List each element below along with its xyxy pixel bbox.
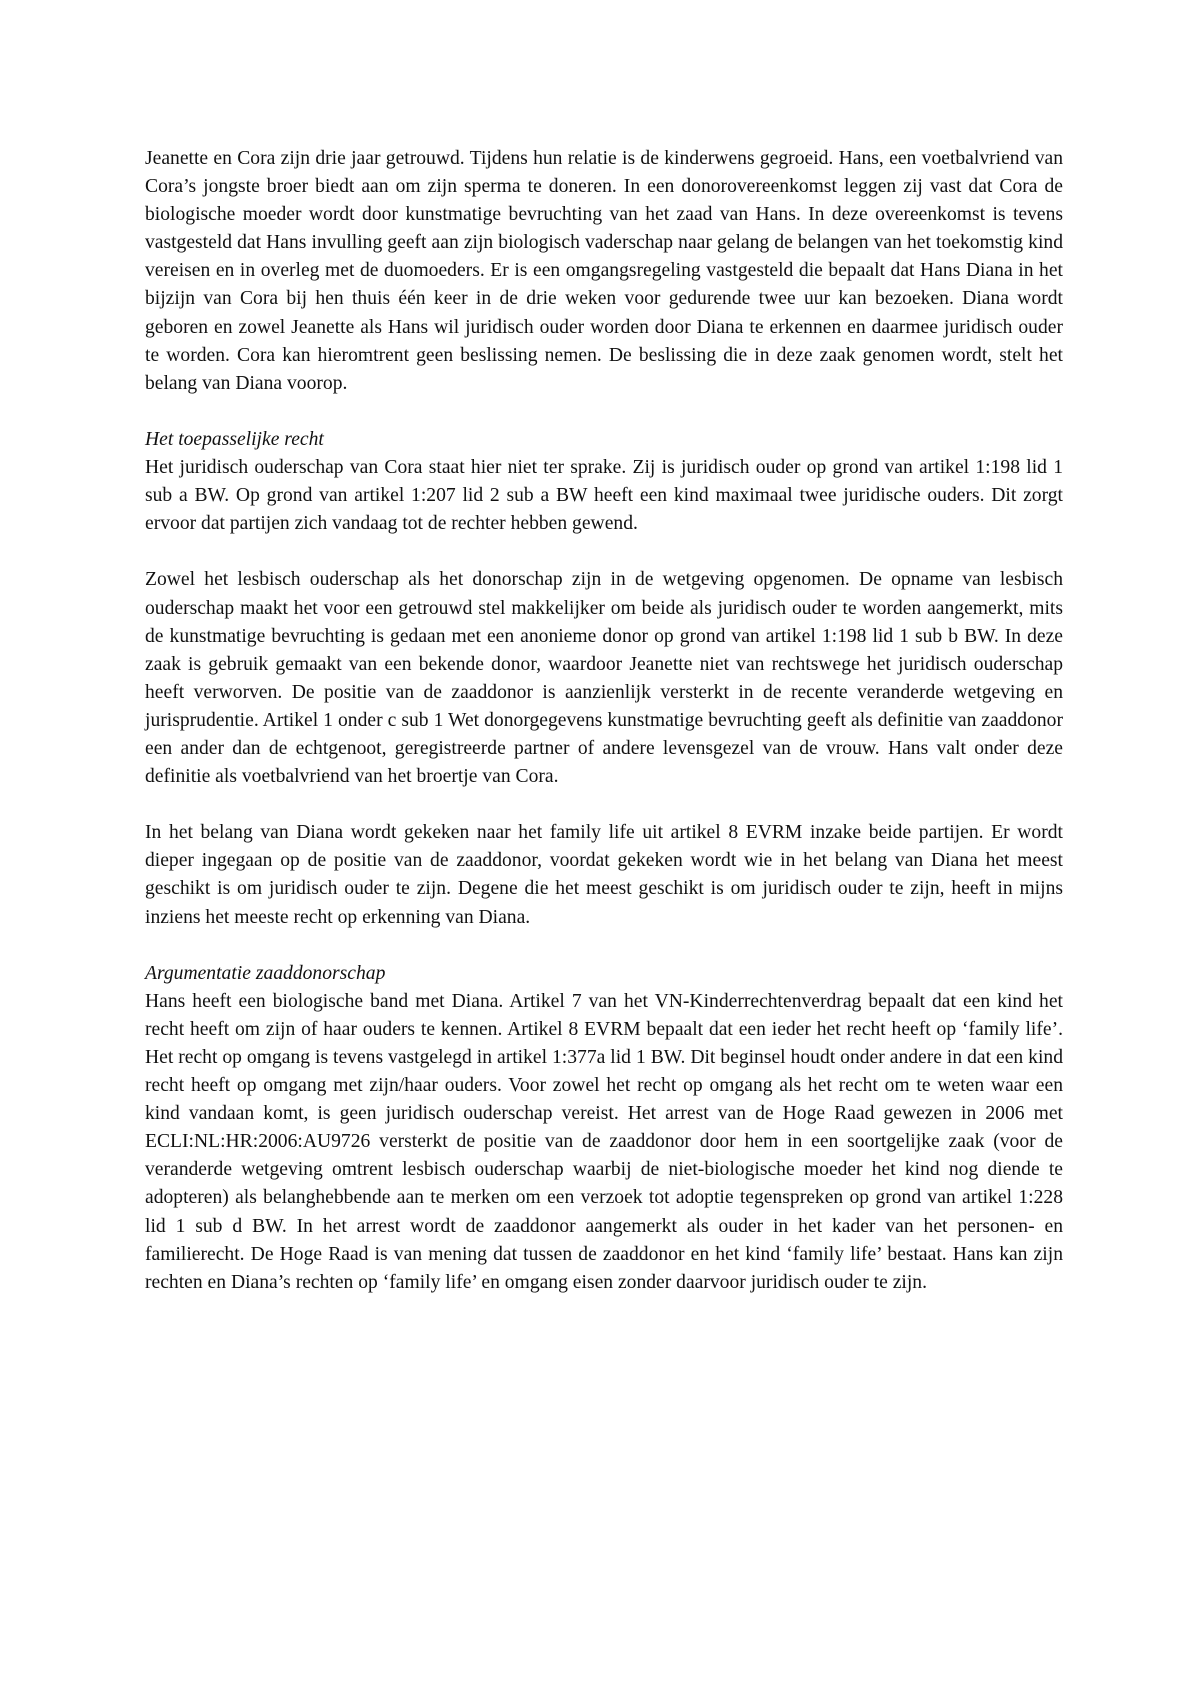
section-donor-argumentation <box>145 960 1063 1297</box>
body-paragraph: Hans heeft een biologische band met Diana. Artikel 7 van het VN-Kinderrechtenverdrag bepaalt dat een kind het recht heeft om zijn of haar ouders te kennen. Artikel 8 EVRM bepaalt dat een ieder het recht heeft op ‘family life’. Het recht op omgang is tevens vastgelegd in artikel 1:377a lid 1 BW. Dit beginsel houdt onder andere in dat een kind recht heeft op omgang met zijn/haar ouders. Voor zowel het recht op omgang als het recht om te weten waar een kind vandaan komt, is geen juridisch ouderschap vereist. Het arrest van de Hoge Raad gewezen in 2006 met ECLI:NL:HR:2006:AU9726 versterkt de positie van de zaaddonor door hem in een soortgelijke zaak (voor de veranderde wetgeving omtrent lesbisch ouderschap waarbij de niet-biologische moeder het kind nog diende te adopteren) als belanghebbende aan te merken om een verzoek tot adoptie tegenspreken op grond van artikel 1:228 lid 1 sub d BW. In het arrest wordt de zaaddonor aangemerkt als ouder in het kader van het personen- en familierecht. De Hoge Raad is van mening dat tussen de zaaddonor en het kind ‘family life’ bestaat. Hans kan zijn rechten en Diana’s rechten op ‘family life’ en omgang eisen zonder daarvoor juridisch ouder te zijn. <box>145 990 1063 1293</box>
intro-paragraph: Jeanette en Cora zijn drie jaar getrouwd. Tijdens hun relatie is de kinderwens gegroeid. Hans, een voetbalvriend van Cora’s jongste broer biedt aan om zijn sperma te doneren. In een donorovereenkomst leggen zij vast dat Cora de biologische moeder wordt door kunstmatige bevruchting van het zaad van Hans. In deze overeenkomst is tevens vastgesteld dat Hans invulling geeft aan zijn biologisch vaderschap naar gelang de belangen van het toekomstig kind vereisen en in overleg met de duomoeders. Er is een omgangsregeling vastgesteld die bepaalt dat Hans Diana in het bijzijn van Cora bij hen thuis één keer in de drie weken voor gedurende twee uur kan bezoeken. Diana wordt geboren en zowel Jeanette als Hans wil juridisch ouder worden door Diana te erkennen en daarmee juridisch ouder te worden. Cora kan hieromtrent geen beslissing nemen. De beslissing die in deze zaak genomen wordt, stelt het belang van Diana voorop. <box>145 148 1063 394</box>
body-paragraph: In het belang van Diana wordt gekeken naar het family life uit artikel 8 EVRM inzake beide partijen. Er wordt dieper ingegaan op de positie van de zaaddonor, voordat gekeken wordt wie in het belang van Diana het meest geschikt is om juridisch ouder te zijn. Degene die het meest geschikt is om juridisch ouder te zijn, heeft in mijns inziens het meeste recht op erkenning van Diana. <box>145 822 1063 928</box>
document-page <box>145 145 1063 1297</box>
section-heading-donor-argumentation: Argumentatie zaaddonorschap <box>145 962 386 984</box>
section-applicable-law <box>145 426 1063 538</box>
section-heading-applicable-law: Het toepasselijke recht <box>145 428 324 450</box>
body-paragraph: Zowel het lesbisch ouderschap als het donorschap zijn in de wetgeving opgenomen. De opname van lesbisch ouderschap maakt het voor een getrouwd stel makkelijker om beide als juridisch ouder te worden aangemerkt, mits de kunstmatige bevruchting is gedaan met een anonieme donor op grond van artikel 1:198 lid 1 sub b BW. In deze zaak is gebruik gemaakt van een bekende donor, waardoor Jeanette niet van rechtswege het juridisch ouderschap heeft verworven. De positie van de zaaddonor is aanzienlijk versterkt in de recente veranderde wetgeving en jurisprudentie. Artikel 1 onder c sub 1 Wet donorgegevens kunstmatige bevruchting geeft als definitie van zaaddonor een ander dan de echtgenoot, geregistreerde partner of andere levensgezel van de vrouw. Hans valt onder deze definitie als voetbalvriend van het broertje van Cora. <box>145 569 1063 788</box>
body-paragraph: Het juridisch ouderschap van Cora staat hier niet ter sprake. Zij is juridisch ouder op grond van artikel 1:198 lid 1 sub a BW. Op grond van artikel 1:207 lid 2 sub a BW heeft een kind maximaal twee juridische ouders. Dit zorgt ervoor dat partijen zich vandaag tot de rechter hebben gewend. <box>145 457 1063 535</box>
